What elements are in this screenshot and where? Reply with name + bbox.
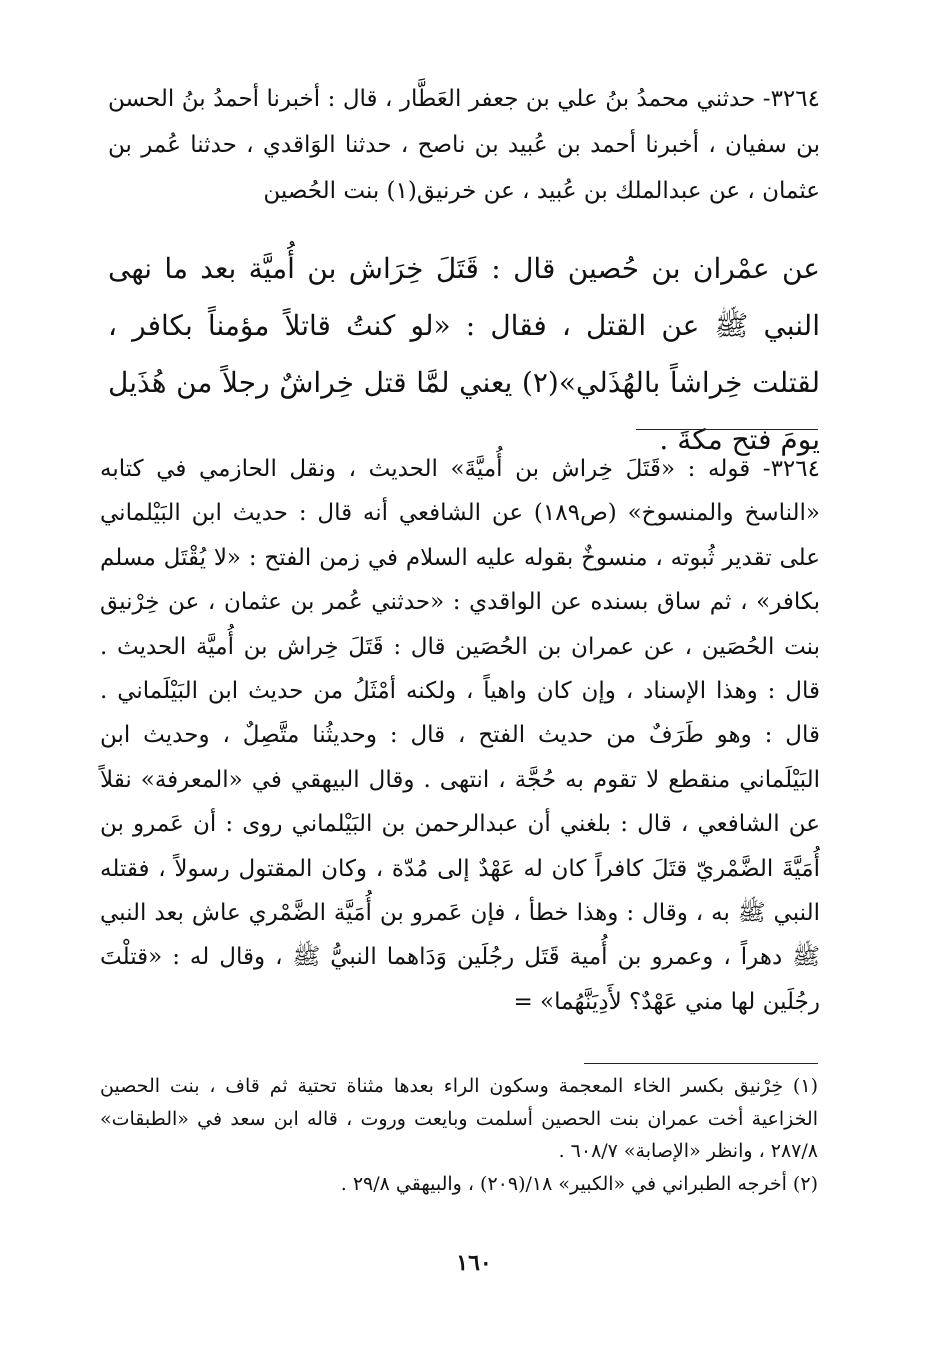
commentary-text: ٣٢٦٤- قوله : «قَتَلَ خِراش بن أُميَّةَ» الحديث ، ونقل الحازمي في كتابه «الناسخ والمنسوخ» (ص١٨٩) عن الشافعي أنه قال : حديث ابن البَيْلماني على تقدير ثُبوته ، منسوخٌ بقوله عليه السلام في زمن الفتح : «لا يُقْتَل مسلم بكافر» ، ثم ساق بسنده عن الواقدي : «حدثني عُمر بن عثمان ، عن خِرْنيق بنت الحُصَين ، عن عمران بن الحُصَين قال : قَتَلَ خِراش بن أُميَّة الحديث . قال : وهذا الإسناد ، وإن كان واهياً ، ولكنه أمْثَلُ من حديث ابن البَيْلَماني . قال : وهو طَرَفٌ من حديث الفتح ، قال : وحديثُنا متَّصِلٌ ، وحديث ابن البَيْلَماني منقطع لا تقوم به حُجَّة ، انتهى . وقال البيهقي في «المعرفة» نقلاً عن الشافعي ، قال : بلغني أن عبدالرحمن بن البَيْلماني روى : أن عَمرو بن أُمَيَّةَ الضَّمْريّ قتَلَ كافراً كان له عَهْدٌ إلى مُدّة ، وكان المقتول رسولاً ، فقتله النبي ﷺ به ، وقال : وهذا خطأ ، فإن عَمرو بن أُمَيَّة الضَّمْري عاش بعد النبي ﷺ دهراً ، وعمرو بن أُمية قَتَل رجُلَين وَدَاهما النبيُّ ﷺ ، وقال له : «قتلْتَ رجُلَين لها مني عَهْدٌ؟ لأَدِيَنَّهُما» = (100, 456, 821, 1015)
footnote-2: (٢) أخرجه الطبراني في «الكبير» ١٨/(٢٠٩) ، والبيهقي ٢٩/٨ . (340, 1172, 818, 1195)
page-number: ١٦٠ (456, 1250, 492, 1276)
footnotes (100, 1070, 818, 1200)
hadith-matn: عن عمْران بن حُصين قال : قَتَلَ خِرَاش بن أُميَّة بعد ما نهى النبي ﷺ عن القتل ، فقال : «لو كنتُ قاتلاً مؤمناً بكافر ، لقتلت خِراشاً بالهُذَلي»(٢) يعني لمَّا قتل خِراشٌ رجلاً من هُذَيل يومَ فتح مكةَ . (108, 252, 820, 456)
main-divider (636, 429, 818, 430)
footnote-1: (١) خِرْنيق بكسر الخاء المعجمة وسكون الراء بعدها مثناة تحتية ثم قاف ، بنت الحصين الخزاعية أخت عمران بنت الحصين أسلمت وبايعت وروت ، قاله ابن سعد في «الطبقات» ٢٨٧/٨ ، وانظر «الإصابة» ٦٠٨/٧ . (100, 1075, 818, 1162)
hadith-isnad: ٣٢٦٤- حدثني محمدُ بنُ علي بن جعفر العَطَّار ، قال : أخبرنا أحمدُ بنُ الحسن بن سفيان ، أخبرنا أحمد بن عُبيد بن ناصح ، حدثنا الوَاقدي ، حدثنا عُمر بن عثمان ، عن عبدالملك بن عُبيد ، عن خرنيق(١) بنت الحُصين (108, 86, 820, 204)
footnote-divider (584, 1063, 818, 1064)
